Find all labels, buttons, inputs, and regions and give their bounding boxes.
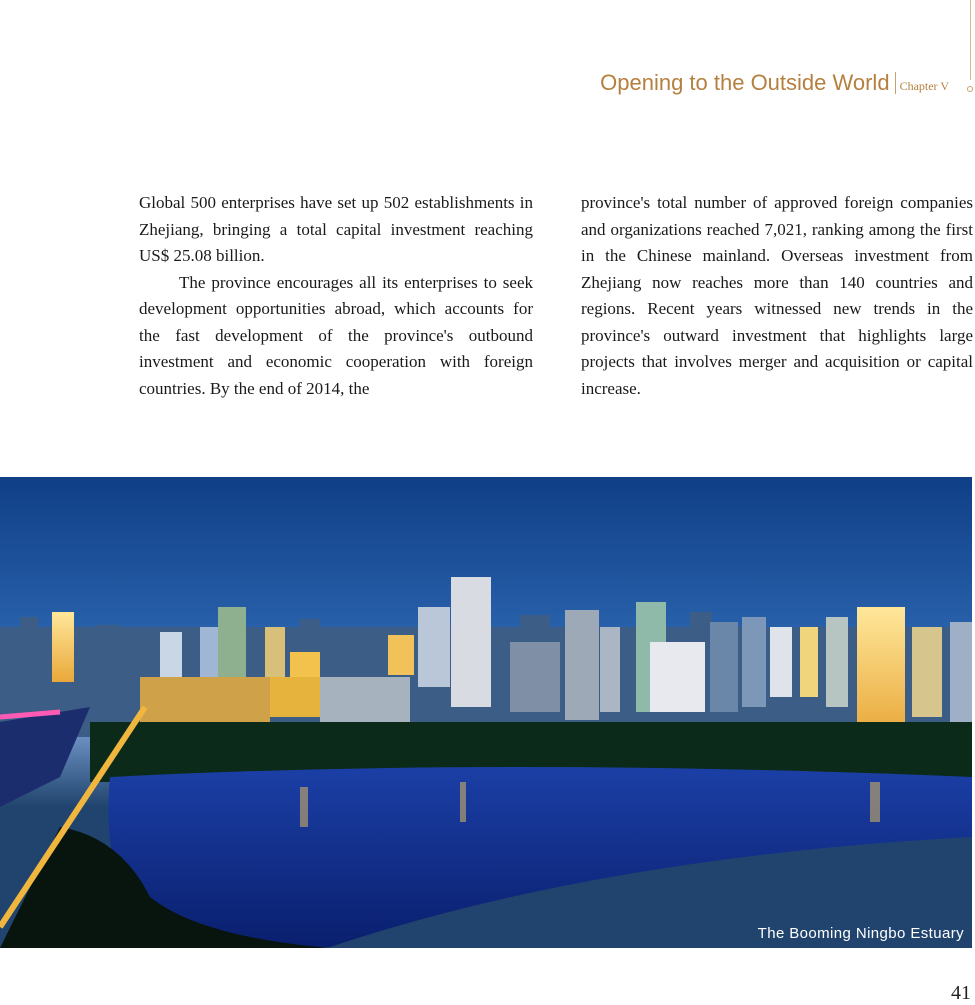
page-number: 41 <box>951 982 971 1004</box>
header-decorative-dot <box>967 86 973 92</box>
paragraph: The province encourages all its enterprises to seek development opportunities abroad, which accounts for the fast development of the province's outbound investment and economic cooperation with foreign countries. By the end of 2014, the <box>139 272 533 398</box>
left-text-column <box>139 190 533 402</box>
header-chapter: Chapter V <box>899 79 949 93</box>
paragraph: province's total number of approved foreign companies and organizations reached 7,021, ranking among the first in the Chinese mainland. Overseas investment from Zhejiang now reaches more than 140 countries and regions. Recent years witnessed new trends in the province's outward investment that highlights large projects that involves merger and acquisition or capital increase. <box>581 193 973 398</box>
header-decorative-line <box>970 0 971 80</box>
skyline-illustration <box>0 477 972 948</box>
paragraph: Global 500 enterprises have set up 502 establishments in Zhejiang, bringing a total capital investment reaching US$ 25.08 billion. <box>139 193 533 265</box>
header-separator <box>895 72 896 94</box>
running-header <box>600 70 949 96</box>
photo-caption: The Booming Ningbo Estuary <box>757 925 964 942</box>
city-night-photo <box>0 477 972 948</box>
right-text-column <box>581 190 973 402</box>
header-title: Opening to the Outside World <box>600 70 890 95</box>
